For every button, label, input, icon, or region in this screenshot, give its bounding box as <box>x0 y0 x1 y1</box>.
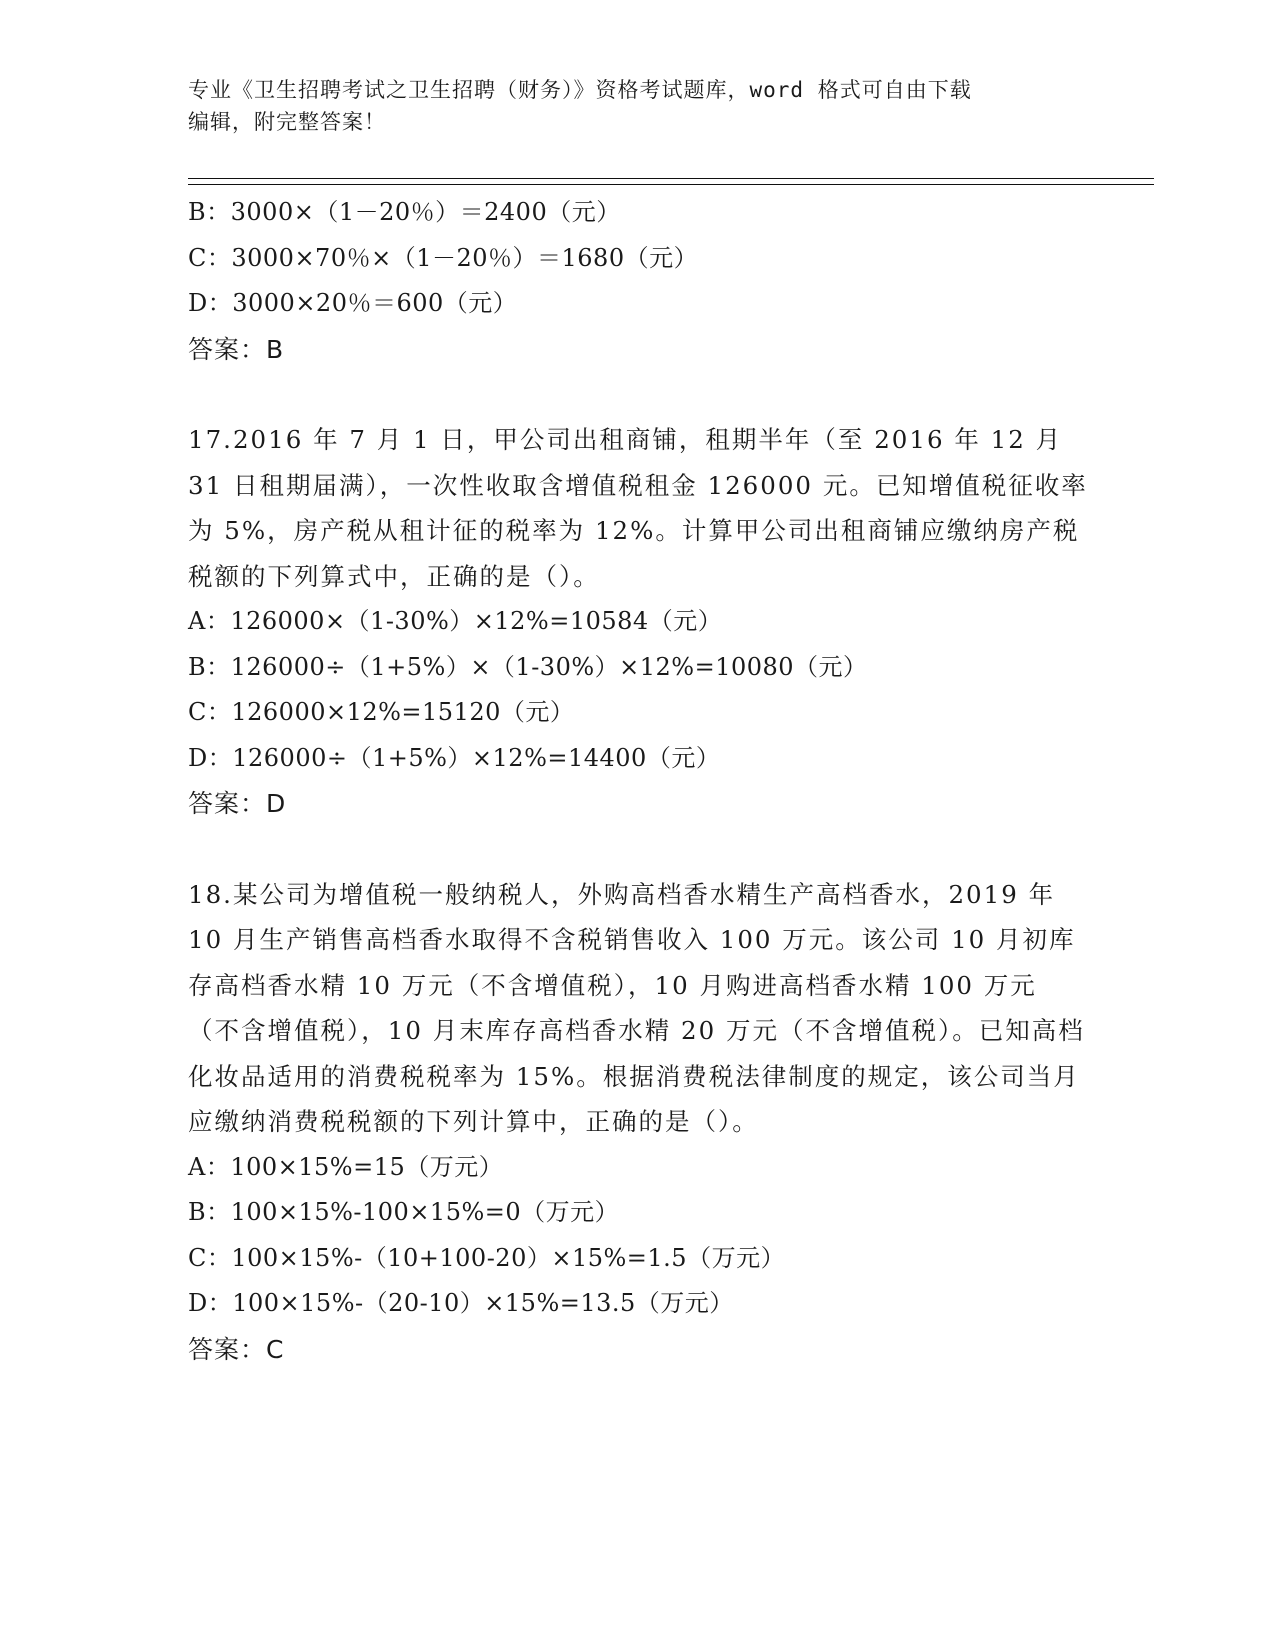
answer: 答案：D <box>188 789 287 818</box>
spacer <box>188 372 1088 417</box>
header-line-1: 专业《卫生招聘考试之卫生招聘（财务）》资格考试题库，word 格式可自由下载 <box>188 78 972 102</box>
answer: 答案：B <box>188 334 285 364</box>
option-b: B：100×15%-100×15%=0（万元） <box>188 1198 620 1226</box>
option-d: D：3000×20％＝600（元） <box>188 289 518 317</box>
option-a: A：126000×（1-30%）×12%=10584（元） <box>188 607 723 635</box>
option-c: C：126000×12%=15120（元） <box>188 698 575 726</box>
spacer <box>188 827 1088 872</box>
option-b: B：126000÷（1+5%）×（1-30%）×12%=10080（元） <box>188 652 868 681</box>
question-stem: 18.某公司为增值税一般纳税人，外购高档香水精生产高档香水，2019 年 10 月生产销售高档香水取得不含税销售收入 100 万元。该公司 10 月初库存高档香水精 10 万元（不含增值税），10 月购进高档香水精 100 万元（不含增值税），10 月末库存高档香水精 20 万元（不含增值税）。已知高档化妆品适用的消费税税率为 15%。根据消费税法律制度的规定，该公司当月应缴纳消费税税额的下列计算中，正确的是（）。 <box>188 879 1085 1136</box>
option-c: C：100×15%-（10+100-20）×15%=1.5（万元） <box>188 1243 786 1272</box>
question-stem: 17.2016 年 7 月 1 日，甲公司出租商铺，租期半年（至 2016 年 12 月 31 日租期届满），一次性收取含增值税租金 126000 元。已知增值税征收率为 5%，房产税从租计征的税率为 12%。计算甲公司出租商铺应缴纳房产税税额的下列算式中，正确的是（）。 <box>188 425 1088 591</box>
option-d: D：100×15%-（20-10）×15%=13.5（万元） <box>188 1289 734 1317</box>
document-header <box>188 74 1088 138</box>
question-list <box>188 190 1088 1372</box>
option-d: D：126000÷（1+5%）×12%=14400（元） <box>188 743 721 772</box>
option-c: C：3000×70％×（1－20％）＝1680（元） <box>188 243 699 272</box>
header-line-2: 编辑，附完整答案！ <box>188 110 386 134</box>
header-rule-bottom <box>188 184 1154 185</box>
question-17 <box>188 417 1088 827</box>
question-16-tail <box>188 190 1088 372</box>
header-rule-top <box>188 178 1154 179</box>
option-a: A：100×15%=15（万元） <box>188 1152 504 1181</box>
answer: 答案：C <box>188 1334 285 1364</box>
option-b: B：3000×（1－20％）＝2400（元） <box>188 198 621 226</box>
question-18 <box>188 872 1088 1373</box>
